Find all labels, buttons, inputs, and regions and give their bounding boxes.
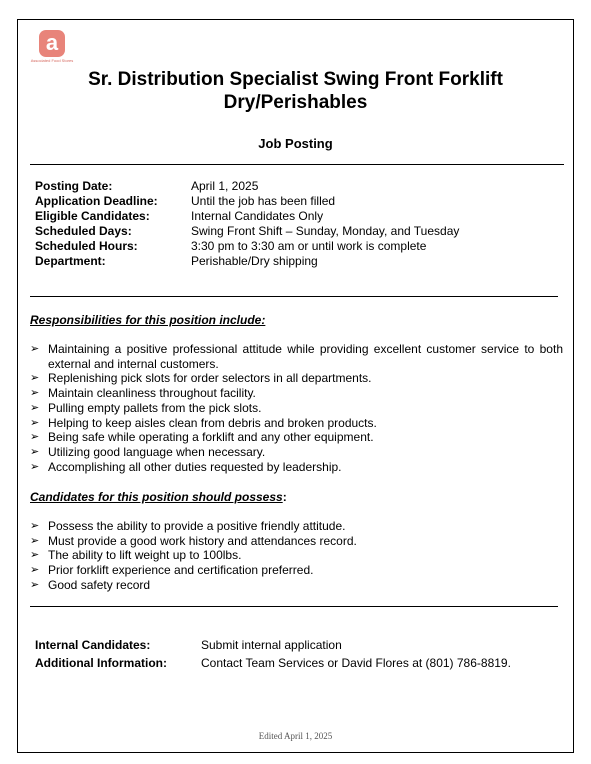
- info-value: 3:30 pm to 3:30 am or until work is complete: [191, 239, 427, 253]
- arrow-bullet-icon: ➢: [30, 431, 40, 444]
- arrow-bullet-icon: ➢: [30, 372, 40, 385]
- divider-top: [30, 164, 564, 165]
- list-item: [30, 445, 563, 460]
- arrow-bullet-icon: ➢: [30, 343, 40, 355]
- candidates-list: [30, 519, 563, 593]
- list-item-text: Being safe while operating a forklift and any other equipment.: [48, 430, 374, 445]
- arrow-bullet-icon: ➢: [30, 564, 40, 577]
- list-item: [30, 548, 563, 563]
- info-row: [35, 254, 459, 269]
- posting-info: [35, 179, 459, 269]
- info-row: [35, 194, 459, 209]
- list-item: [30, 342, 563, 371]
- list-item: [30, 386, 563, 401]
- list-item-text: Maintaining a positive professional attitude while providing excellent customer service to both external and internal customers.: [48, 342, 563, 371]
- arrow-bullet-icon: ➢: [30, 416, 40, 429]
- list-item-text: Pulling empty pallets from the pick slots.: [48, 400, 262, 415]
- company-logo: [30, 30, 74, 64]
- contact-value: Contact Team Services or David Flores at (801) 786-8819.: [201, 656, 511, 670]
- info-row: [35, 209, 459, 224]
- info-label: Eligible Candidates:: [35, 209, 150, 223]
- list-item-text: The ability to lift weight up to 100lbs.: [48, 548, 242, 563]
- edited-footer: Edited April 1, 2025: [258, 731, 333, 741]
- info-value: April 1, 2025: [191, 179, 259, 193]
- arrow-bullet-icon: ➢: [30, 534, 40, 547]
- contact-label: Internal Candidates:: [35, 638, 151, 652]
- arrow-bullet-icon: ➢: [30, 549, 40, 562]
- list-item: [30, 401, 563, 416]
- job-posting-subtitle: Job Posting: [258, 136, 333, 151]
- info-label: Application Deadline:: [35, 194, 158, 208]
- logo-caption: Associated Food Stores: [30, 58, 74, 63]
- list-item-text: Possess the ability to provide a positive friendly attitude.: [48, 519, 346, 533]
- list-item: [30, 416, 563, 431]
- responsibilities-heading: Responsibilities for this position include:: [30, 313, 266, 327]
- info-label: Scheduled Hours:: [35, 239, 138, 253]
- list-item-text: Good safety record: [48, 577, 151, 592]
- list-item: [30, 519, 563, 534]
- contact-label: Additional Information:: [35, 656, 167, 670]
- arrow-bullet-icon: ➢: [30, 401, 40, 414]
- divider-bottom: [30, 606, 558, 607]
- info-label: Scheduled Days:: [35, 224, 132, 238]
- logo-badge: a: [39, 30, 65, 57]
- candidates-heading: Candidates for this position should possess:: [30, 490, 287, 504]
- divider-info: [30, 296, 558, 297]
- job-title-line-1: Sr. Distribution Specialist Swing Front Forklift: [88, 69, 503, 90]
- info-value: Until the job has been filled: [191, 194, 336, 208]
- list-item-text: Accomplishing all other duties requested by leadership.: [48, 459, 342, 474]
- contact-info: [35, 636, 511, 672]
- contact-value: Submit internal application: [201, 638, 342, 652]
- info-value: Perishable/Dry shipping: [191, 254, 318, 268]
- info-value: Internal Candidates Only: [191, 209, 324, 223]
- job-title: [40, 68, 551, 114]
- info-row: [35, 224, 459, 239]
- job-title-line-2: Dry/Perishables: [223, 92, 368, 113]
- contact-row: [35, 636, 511, 654]
- contact-row: [35, 654, 511, 672]
- list-item: [30, 534, 563, 549]
- list-item-text: Prior forklift experience and certification preferred.: [48, 563, 314, 578]
- list-item-text: Must provide a good work history and attendances record.: [48, 533, 357, 548]
- list-item: [30, 430, 563, 445]
- list-item-text: Utilizing good language when necessary.: [48, 444, 266, 459]
- info-value: Swing Front Shift – Sunday, Monday, and Tuesday: [191, 224, 460, 238]
- arrow-bullet-icon: ➢: [30, 578, 40, 591]
- list-item: [30, 563, 563, 578]
- info-row: [35, 239, 459, 254]
- list-item: [30, 460, 563, 475]
- arrow-bullet-icon: ➢: [30, 445, 40, 458]
- list-item: [30, 578, 563, 593]
- arrow-bullet-icon: ➢: [30, 387, 40, 400]
- info-label: Posting Date:: [35, 179, 113, 193]
- list-item-text: Maintain cleanliness throughout facility.: [48, 386, 256, 401]
- responsibilities-list: [30, 342, 563, 474]
- list-item-text: Helping to keep aisles clean from debris and broken products.: [48, 415, 377, 430]
- list-item: [30, 371, 563, 386]
- info-label: Department:: [35, 254, 106, 268]
- arrow-bullet-icon: ➢: [30, 520, 40, 532]
- arrow-bullet-icon: ➢: [30, 460, 40, 473]
- list-item-text: Replenishing pick slots for order selectors in all departments.: [48, 371, 372, 386]
- info-row: [35, 179, 459, 194]
